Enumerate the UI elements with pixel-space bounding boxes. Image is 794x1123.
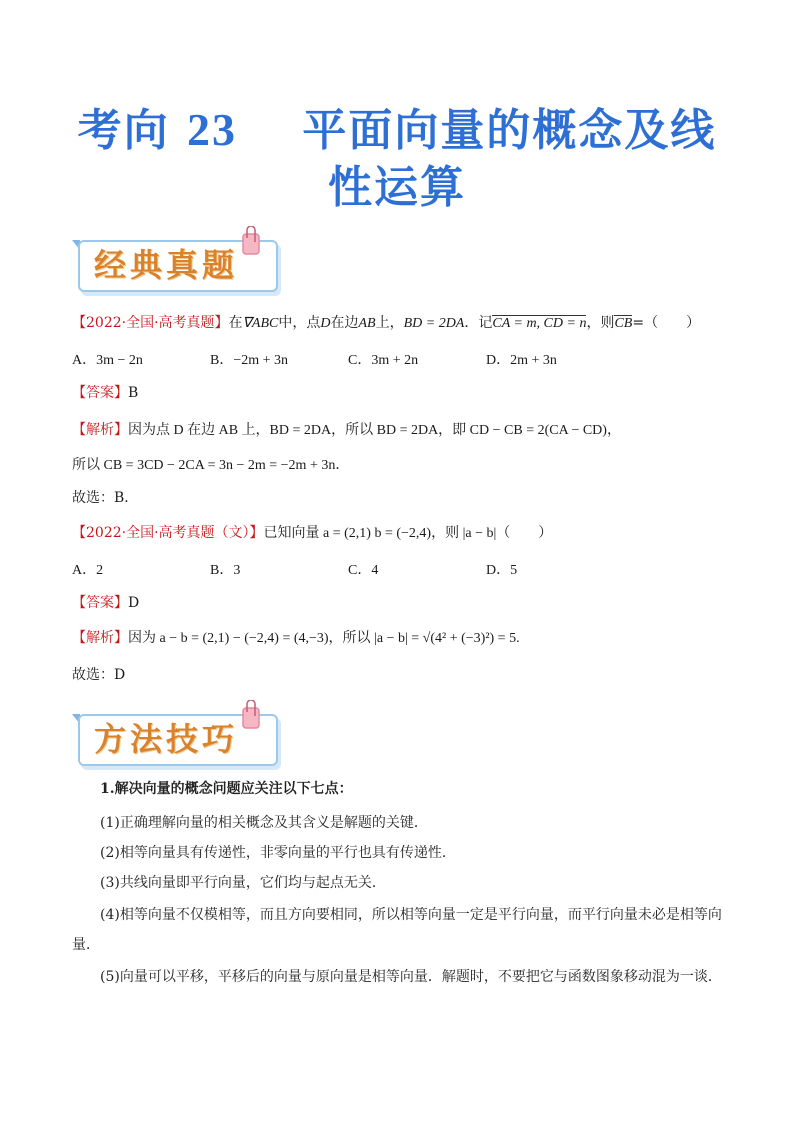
- option-d: D．5: [486, 563, 518, 578]
- method-item-3: (3)共线向量即平行向量，它们均与起点无关．: [100, 875, 386, 891]
- option-b: B．−2m + 3n: [210, 353, 289, 368]
- page-title-line-1: [0, 104, 794, 157]
- question-2-stem: 【2022·全国·高考真题（文）】已知向量 a = (2,1) b = (−2,4)，则 |a − b|（ ）: [72, 525, 553, 541]
- method-item-4: (4)相等向量不仅模相等，而且方向要相同，所以相等向量一定是平行向量，而平行向量未必是相等向: [100, 907, 722, 923]
- method-heading: 1.解决向量的概念问题应关注以下七点：: [100, 781, 353, 797]
- method-item-1: (1)正确理解向量的相关概念及其含义是解题的关键．: [100, 815, 428, 831]
- method-item-4-cont: 量．: [72, 937, 100, 953]
- answer-2: 【答案】D: [72, 595, 140, 611]
- section-banner-method: [72, 706, 284, 768]
- question-2-source: 【2022·全国·高考真题（文）】: [72, 525, 264, 541]
- title-prefix: 考向: [77, 105, 170, 156]
- title-text: 平面向量的概念及线: [302, 105, 717, 156]
- option-a: A．3m − 2n: [72, 353, 143, 368]
- method-item-5: (5)向量可以平移，平移后的向量与原向量是相等向量．解题时，不要把它与函数图象移动混为一谈．: [100, 969, 722, 985]
- paperclip-icon: [240, 700, 262, 730]
- section-title-classic: 经典真题: [94, 246, 239, 284]
- option-a: A．2: [72, 563, 104, 578]
- question-1-source: 【2022·全国·高考真题】: [72, 315, 229, 331]
- answer-1: 【答案】B: [72, 385, 139, 401]
- paperclip-icon: [240, 226, 262, 256]
- page-title-line-2: 性运算: [328, 162, 466, 213]
- option-b: B．3: [210, 563, 241, 578]
- section-title-method: 方法技巧: [94, 720, 239, 758]
- triangle-label: ∇ABC: [242, 316, 279, 331]
- analysis-2: 【解析】因为 a − b = (2,1) − (−2,4) = (4,−3)，所以 |a − b| = √(4² + (−3)²) = 5.: [72, 630, 520, 646]
- method-item-2: (2)相等向量具有传递性，非零向量的平行也具有传递性．: [100, 845, 456, 861]
- option-d: D．2m + 3n: [486, 353, 557, 368]
- conclusion-2: 故选：D: [72, 667, 126, 683]
- analysis-1-line-1: 【解析】因为点 D 在边 AB 上，BD = 2DA，所以 BD = 2DA，即 CD − CB = 2(CA − CD)，: [72, 422, 621, 438]
- option-c: C．3m + 2n: [348, 353, 419, 368]
- question-1-stem: 【2022·全国·高考真题】在∇ABC中，点D在边AB上，BD = 2DA．记CA = m, CD = n，则CB=（ ）: [72, 313, 700, 334]
- analysis-1-line-2: 所以 CB = 3CD − 2CA = 3n − 2m = −2m + 3n．: [72, 458, 350, 473]
- option-c: C．4: [348, 563, 379, 578]
- conclusion-1: 故选：B．: [72, 490, 139, 506]
- section-banner-classic: [72, 232, 284, 294]
- title-number: 23: [187, 104, 237, 155]
